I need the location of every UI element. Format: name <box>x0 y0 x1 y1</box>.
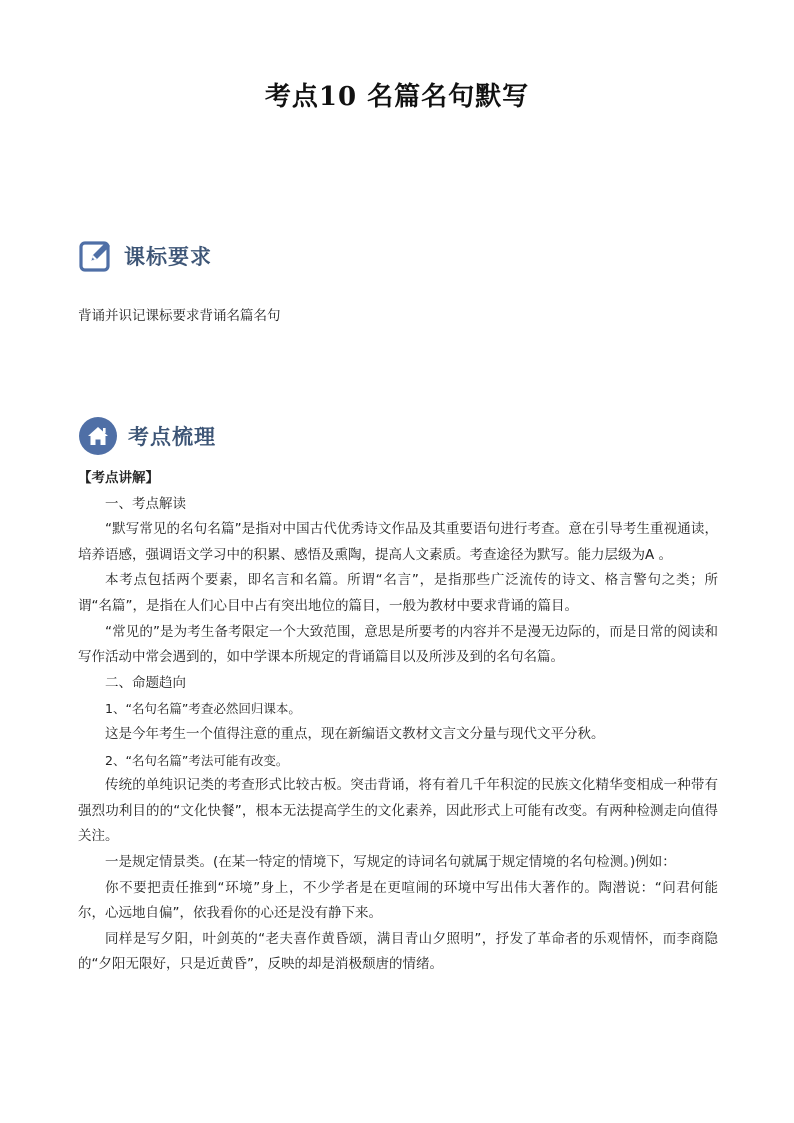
outline-item: 2、“名句名篇”考法可能有改变。 <box>105 752 289 768</box>
outline-heading: 二、命题趋向 <box>105 674 186 691</box>
outline-item: 1、“名句名篇”考查必然回归课本。 <box>105 701 301 717</box>
paragraph: 你不要把责任推到“环境”身上，不少学者是在更喧闹的环境中写出伟大著作的。陶潜说：“问君何能尔，心远地自偏”，依我看你的心还是没有静下来。 <box>78 879 718 922</box>
section-heading-label: 课标要求 <box>124 245 212 269</box>
subsection-title: 【考点讲解】 <box>78 470 159 486</box>
paragraph: “默写常见的名句名篇”是指对中国古代优秀诗文作品及其重要语句进行考查。意在引导考生重视通读，培养语感，强调语文学习中的积累、感悟及熏陶，提高人文素质。考查途径为默写。能力层级为A 。 <box>78 521 718 563</box>
requirements-text: 背诵并识记课标要求背诵名篇名句 <box>78 308 281 324</box>
page-title: 考点10 名篇名句默写 <box>264 82 530 112</box>
section-heading-review <box>78 416 216 456</box>
review-body <box>78 466 718 978</box>
paragraph: 这是今年考生一个值得注意的重点，现在新编语文教材文言文分量与现代文平分秋。 <box>105 725 605 742</box>
paragraph: 同样是写夕阳，叶剑英的“老夫喜作黄昏颂，满目青山夕照明”，抒发了革命者的乐观情怀，而李商隐的“夕阳无限好，只是近黄昏”，反映的却是消极颓唐的情绪。 <box>78 930 718 973</box>
paragraph: 一是规定情景类。(在某一特定的情境下，写规定的诗词名句就属于规定情境的名句检测。)例如： <box>105 853 676 870</box>
paragraph: “常见的”是为考生备考限定一个大致范围，意思是所要考的内容并不是漫无边际的，而是日常的阅读和写作活动中常会遇到的，如中学课本所规定的背诵篇目以及所涉及到的名句名篇。 <box>78 623 718 666</box>
paragraph: 本考点包括两个要素，即名言和名篇。所谓“名言”，是指那些广泛流传的诗文、格言警句之类；所谓“名篇”，是指在人们心目中占有突出地位的篇目，一般为教材中要求背诵的篇目。 <box>78 572 718 614</box>
outline-heading: 一、考点解读 <box>105 495 186 512</box>
paragraph: 传统的单纯识记类的考查形式比较古板。突击背诵，将有着几千年积淀的民族文化精华变相成一种带有强烈功利目的的“文化快餐”，根本无法提高学生的文化素养，因此形式上可能有改变。有两种检测走向值得关注。 <box>78 777 718 845</box>
home-icon <box>78 416 118 456</box>
section-heading-requirements <box>78 238 212 274</box>
edit-icon <box>78 238 114 274</box>
section-heading-label: 考点梳理 <box>128 425 216 449</box>
